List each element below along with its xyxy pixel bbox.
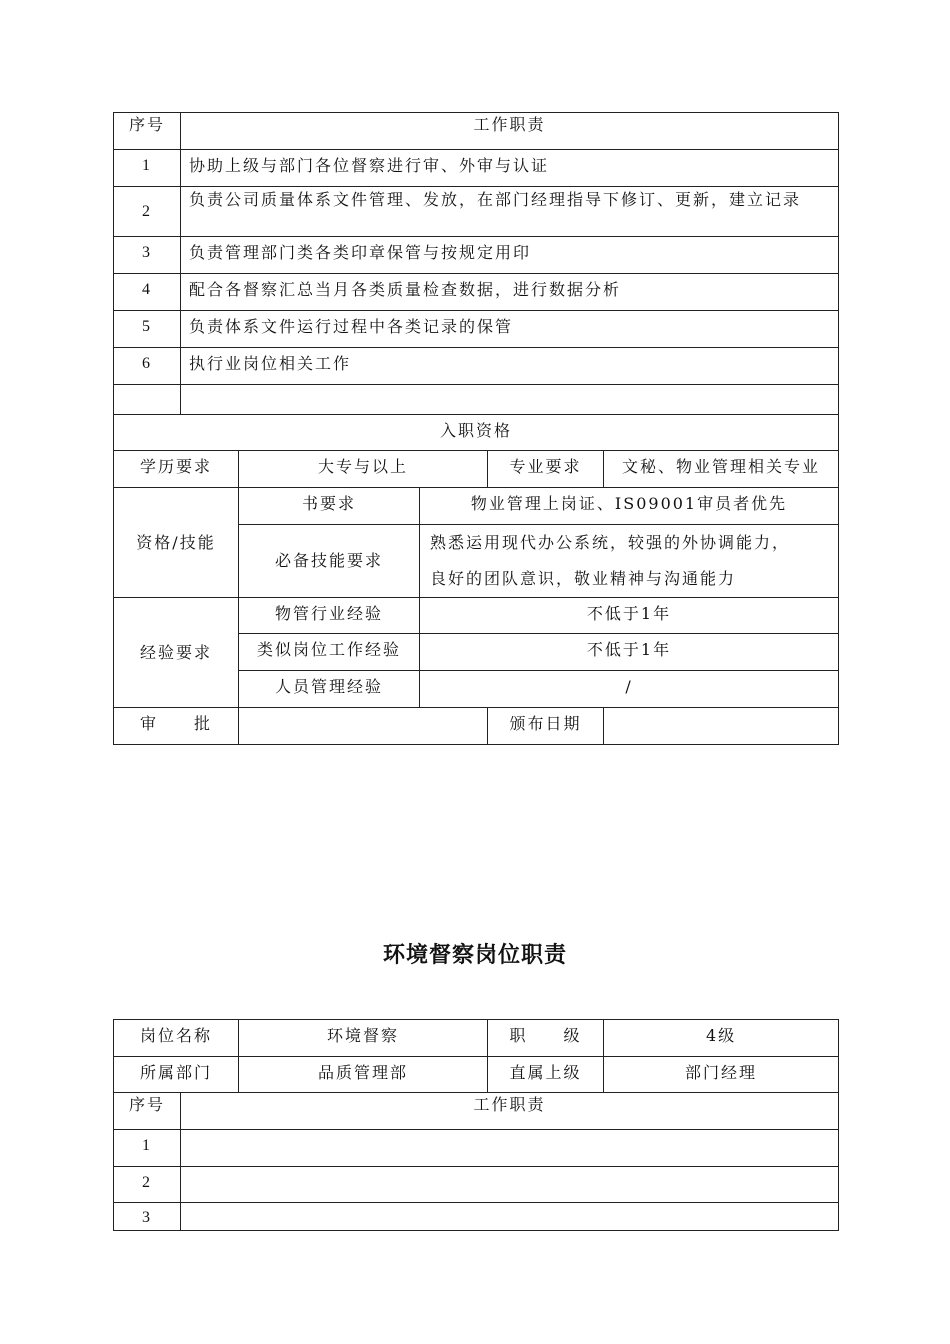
- exp2-label: 类似岗位工作经验: [239, 634, 420, 671]
- superior-value: 部门经理: [604, 1057, 839, 1093]
- section-title: 环境督察岗位职责: [382, 943, 567, 968]
- duty-no: 3: [114, 1203, 181, 1231]
- exp3-label: 人员管理经验: [239, 671, 420, 708]
- position-name-label: 岗位名称: [114, 1020, 239, 1057]
- duty-no: 5: [114, 311, 181, 348]
- grade-value: 4级: [604, 1020, 839, 1057]
- exp1-label: 物管行业经验: [239, 598, 420, 634]
- issue-date-label: 颁布日期: [488, 708, 604, 745]
- duty-text: [181, 1167, 839, 1203]
- duty-no: 3: [114, 237, 181, 274]
- duty-text: 负责体系文件运行过程中各类记录的保管: [181, 311, 839, 348]
- grade-label: 职 级: [488, 1020, 604, 1057]
- empty-cell: [181, 385, 839, 415]
- table-row-empty: [114, 385, 839, 415]
- table-row: [114, 311, 839, 348]
- department-label: 所属部门: [114, 1057, 239, 1093]
- header-no: 序号: [114, 113, 181, 150]
- table-row: [114, 187, 839, 237]
- duty-text: 执行业岗位相关工作: [181, 348, 839, 385]
- position-name-value: 环境督察: [239, 1020, 488, 1057]
- duty-text: 协助上级与部门各位督察进行审、外审与认证: [181, 150, 839, 187]
- issue-date-value: [604, 708, 839, 745]
- table-row: [114, 1130, 839, 1167]
- empty-cell: [114, 385, 181, 415]
- duty-text: [181, 1203, 839, 1231]
- environment-inspector-table: [113, 1019, 839, 1231]
- table-row: [114, 1167, 839, 1203]
- duty-no: 2: [114, 187, 181, 237]
- exp2-value: 不低于1年: [420, 634, 839, 671]
- table-row: [114, 274, 839, 311]
- job-duties-table: [113, 112, 839, 745]
- approve-label: 审 批: [114, 708, 239, 745]
- education-value: 大专与以上: [239, 451, 488, 488]
- table-row: [114, 237, 839, 274]
- qualification-header: 入职资格: [114, 415, 839, 451]
- duty-text: [181, 1130, 839, 1167]
- required-skills-line: 熟悉运用现代办公系统，较强的外协调能力，: [430, 533, 791, 552]
- table-row: [114, 348, 839, 385]
- duty-no: 2: [114, 1167, 181, 1203]
- duty-no: 6: [114, 348, 181, 385]
- experience-label: 经验要求: [114, 598, 239, 708]
- education-label: 学历要求: [114, 451, 239, 488]
- header-duty: 工作职责: [181, 1093, 839, 1130]
- header-duty: 工作职责: [181, 113, 839, 150]
- superior-label: 直属上级: [488, 1057, 604, 1093]
- duty-no: 4: [114, 274, 181, 311]
- approve-value: [239, 708, 488, 745]
- skills-label: 资格/技能: [114, 488, 239, 598]
- duty-text: 负责公司质量体系文件管理、发放，在部门经理指导下修订、更新，建立记录: [181, 187, 839, 237]
- exp1-value: 不低于1年: [420, 598, 839, 634]
- cert-value: 物业管理上岗证、IS09001审员者优先: [420, 488, 839, 525]
- major-value: 文秘、物业管理相关专业: [604, 451, 839, 488]
- table-row: [114, 1203, 839, 1231]
- duty-no: 1: [114, 1130, 181, 1167]
- required-skills-value: [420, 525, 839, 598]
- required-skills-line: 良好的团队意识，敬业精神与沟通能力: [430, 569, 737, 588]
- required-skills-label: 必备技能要求: [239, 525, 420, 598]
- department-value: 品质管理部: [239, 1057, 488, 1093]
- header-no: 序号: [114, 1093, 181, 1130]
- duty-text: 配合各督察汇总当月各类质量检查数据，进行数据分析: [181, 274, 839, 311]
- major-label: 专业要求: [488, 451, 604, 488]
- table-row: [114, 150, 839, 187]
- duty-no: 1: [114, 150, 181, 187]
- exp3-value: /: [420, 671, 839, 708]
- cert-label: 书要求: [239, 488, 420, 525]
- duty-text: 负责管理部门类各类印章保管与按规定用印: [181, 237, 839, 274]
